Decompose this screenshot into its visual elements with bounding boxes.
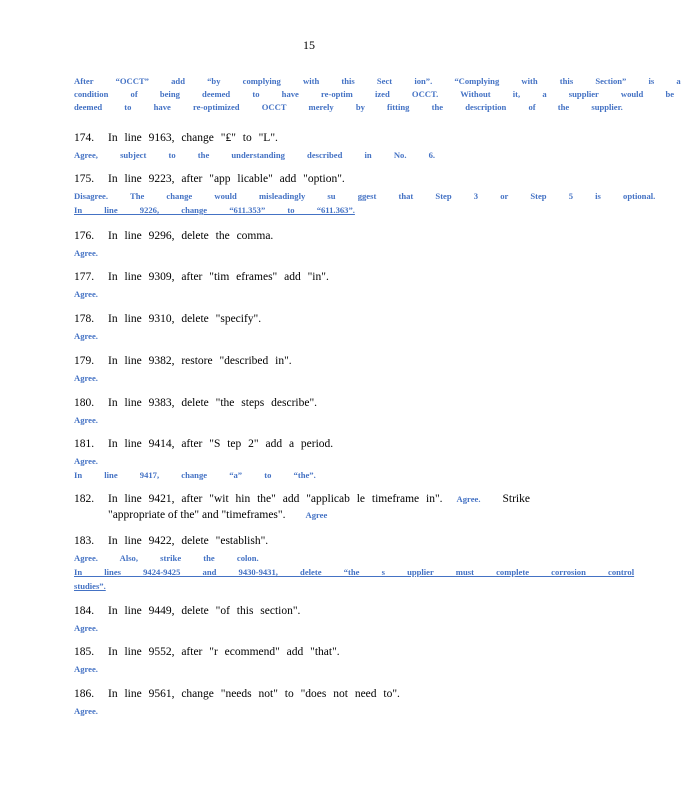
item-comment: Agree. [74,289,98,299]
item-text: In line 9163, change "₤" to "L". [108,132,278,144]
item-comment: Agree. [74,664,98,674]
item-number: 184. [74,605,95,617]
item-comment: Agree, subject to the understanding described in No. 6. [74,150,436,160]
list-item [74,226,544,258]
item-comment-edit: In lines 9424-9425 and 9430-9431, delete “the s upplier must complete corrosion control [74,567,635,577]
item-comment: Agree. Also, strike the colon. [74,553,259,563]
item-number: 181. [74,438,95,450]
item-text: In line 9223, after "app licable" add "option". [108,173,345,185]
item-text: In line 9414, after "S tep 2" add a period. [108,438,334,450]
item-number: 182. [74,493,95,505]
item-comment-edit: In line 9417, change “a” to “the”. [74,470,316,480]
item-number: 175. [74,173,95,185]
list-item [74,684,544,716]
item-comment-edit-continued: studies”. [74,581,106,591]
item-text: In line 9296, delete the comma. [108,230,274,242]
item-text: In line 9422, delete "establish". [108,535,269,547]
item-text: In line 9421, after "wit hin the" add "applicab le timeframe in". [108,493,443,505]
intro-line: After “OCCT” add “by complying with this Sect ion”. “Complying with this Section” is a [74,76,681,86]
item-comment-edit: In line 9226, change “611.353” to “611.363”. [74,205,355,215]
item-comment: Agree. [74,248,98,258]
item-text: In line 9309, after "tim eframes" add "in". [108,271,329,283]
item-comment: Agree. [74,706,98,716]
item-comment: Agree. [74,373,98,383]
item-text: In line 9449, delete "of this section". [108,605,301,617]
list-item [74,169,656,215]
item-text: In line 9382, restore "described in". [108,355,292,367]
item-number: 185. [74,646,95,658]
item-text-line-2: "appropriate of the" and "timeframes". [108,509,286,521]
list-item [74,351,544,383]
item-number: 176. [74,230,95,242]
list-item [74,642,544,674]
item-number: 183. [74,535,95,547]
list-item [74,489,544,521]
item-comment: Agree. [74,415,98,425]
item-text: In line 9383, delete "the steps describe". [108,397,318,409]
list-item [74,601,544,633]
item-number: 180. [74,397,95,409]
item-comment: Agree. [74,331,98,341]
list-item [74,128,544,160]
item-text-tail: Strike [502,493,530,505]
item-number: 177. [74,271,95,283]
page-number: 15 [303,38,315,52]
item-comment: Agree. [74,623,98,633]
list-item [74,531,635,591]
item-comment: Agree. [74,456,98,466]
item-number: 179. [74,355,95,367]
item-number: 186. [74,688,95,700]
list-item [74,309,544,341]
list-item [74,393,544,425]
intro-comment [74,75,681,114]
item-comment: Disagree. The change would misleadingly su ggest that Step 3 or Step 5 is optional. [74,191,656,201]
item-number: 174. [74,132,95,144]
item-inline-comment-2: Agree [305,510,328,520]
intro-line: condition of being deemed to have re-optim ized OCCT. Without it, a supplier would be [74,89,675,99]
list-item [74,267,544,299]
item-inline-comment: Agree. [456,494,481,504]
item-text: In line 9552, after "r ecommend" add "that". [108,646,340,658]
item-text: In line 9561, change "needs not" to "does not need to". [108,688,400,700]
item-number: 178. [74,313,95,325]
list-item [74,434,544,480]
intro-line: deemed to have re-optimized OCCT merely by fitting the description of the supplier. [74,102,623,112]
item-text-continued [74,509,544,521]
item-text: In line 9310, delete "specify". [108,313,262,325]
